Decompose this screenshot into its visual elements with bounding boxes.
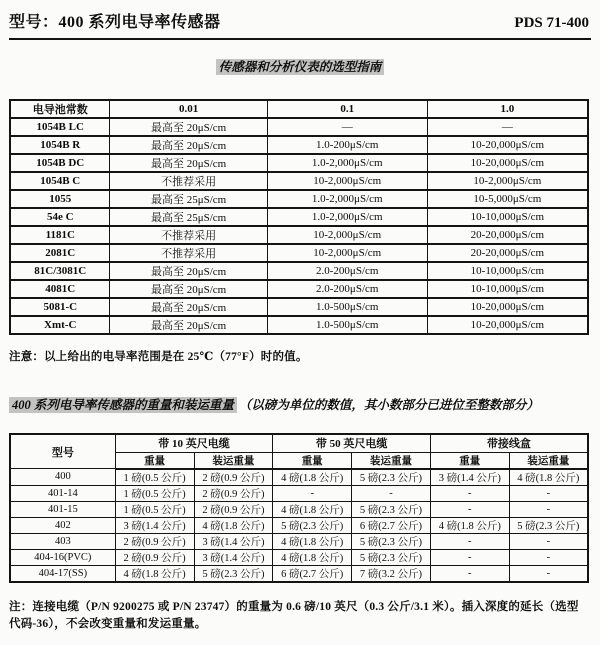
value-cell: —	[267, 118, 427, 136]
value-cell: 1 磅(0.5 公斤)	[115, 469, 194, 486]
value-cell: 7 磅(3.2 公斤)	[352, 565, 431, 582]
sub-header-shipping-weight: 装运重量	[194, 452, 273, 469]
value-cell: 最高至 20μS/cm	[110, 262, 267, 280]
value-cell: 4 磅(1.8 公斤)	[273, 501, 352, 517]
weights-table-body	[10, 469, 588, 582]
value-cell: -	[352, 485, 431, 501]
selection-table-header-row	[10, 100, 588, 118]
value-cell: -	[509, 485, 588, 501]
value-cell: 4 磅(1.8 公斤)	[194, 517, 273, 533]
table-row	[10, 469, 588, 486]
model-cell: 4081C	[10, 280, 110, 298]
model-cell: 54e C	[10, 208, 110, 226]
value-cell: 10-20,000μS/cm	[427, 298, 588, 316]
table-row	[10, 533, 588, 549]
value-cell: -	[430, 501, 509, 517]
value-cell: 不推荐采用	[110, 244, 267, 262]
model-cell: 403	[10, 533, 115, 549]
value-cell: 1.0-200μS/cm	[267, 136, 427, 154]
value-cell: 最高至 20μS/cm	[110, 118, 267, 136]
model-cell: 401-14	[10, 485, 115, 501]
table-row	[10, 154, 588, 172]
table-row	[10, 280, 588, 298]
value-cell: -	[509, 501, 588, 517]
value-cell: 4 磅(1.8 公斤)	[273, 469, 352, 486]
value-cell: 不推荐采用	[110, 226, 267, 244]
weights-table-group-header-row	[10, 434, 588, 452]
model-cell: 404-17(SS)	[10, 565, 115, 582]
value-cell: 10-10,000μS/cm	[427, 262, 588, 280]
table-row	[10, 316, 588, 334]
value-cell: 3 磅(1.4 公斤)	[430, 469, 509, 486]
section1-heading	[9, 57, 591, 76]
section1-heading-text: 传感器和分析仪表的选型指南	[216, 59, 385, 75]
column-header-cell-10: 1.0	[427, 100, 588, 118]
weights-table	[9, 433, 589, 583]
doc-number: PDS 71-400	[514, 15, 589, 31]
value-cell: 2 磅(0.9 公斤)	[194, 469, 273, 486]
table-row	[10, 485, 588, 501]
value-cell: 1.0-500μS/cm	[267, 298, 427, 316]
value-cell: 3 磅(1.4 公斤)	[194, 533, 273, 549]
value-cell: -	[509, 565, 588, 582]
temperature-note: 注意：以上给出的电导率范围是在 25℃（77°F）时的值。	[9, 351, 308, 363]
model-cell: 402	[10, 517, 115, 533]
value-cell: -	[509, 549, 588, 565]
value-cell: 10-5,000μS/cm	[427, 190, 588, 208]
table-row	[10, 517, 588, 533]
model-cell: 401-15	[10, 501, 115, 517]
value-cell: 10-2,000μS/cm	[267, 226, 427, 244]
column-header-cell-01: 0.1	[267, 100, 427, 118]
value-cell: 2 磅(0.9 公斤)	[194, 485, 273, 501]
value-cell: 2 磅(0.9 公斤)	[115, 533, 194, 549]
section2-heading-highlight: 400 系列电导率传感器的重量和装运重量	[9, 397, 237, 413]
value-cell: 10-20,000μS/cm	[427, 154, 588, 172]
value-cell: 4 磅(1.8 公斤)	[430, 517, 509, 533]
value-cell: 1.0-2,000μS/cm	[267, 190, 427, 208]
value-cell: -	[430, 485, 509, 501]
value-cell: 1 磅(0.5 公斤)	[115, 501, 194, 517]
selection-table-body	[10, 118, 588, 334]
table-row	[10, 262, 588, 280]
value-cell: 最高至 20μS/cm	[110, 298, 267, 316]
value-cell: 最高至 20μS/cm	[110, 280, 267, 298]
model-cell: 5081-C	[10, 298, 110, 316]
model-cell: 2081C	[10, 244, 110, 262]
value-cell: 最高至 20μS/cm	[110, 316, 267, 334]
table-row	[10, 136, 588, 154]
value-cell: 5 磅(2.3 公斤)	[273, 517, 352, 533]
value-cell: 2 磅(0.9 公斤)	[115, 549, 194, 565]
table-row	[10, 172, 588, 190]
value-cell: 6 磅(2.7 公斤)	[352, 517, 431, 533]
model-column-header: 型号	[10, 434, 115, 469]
table-row	[10, 226, 588, 244]
model-cell: 400	[10, 469, 115, 486]
value-cell: 2 磅(0.9 公斤)	[194, 501, 273, 517]
value-cell: 4 磅(1.8 公斤)	[273, 549, 352, 565]
model-cell: 1054B C	[10, 172, 110, 190]
value-cell: 5 磅(2.3 公斤)	[352, 501, 431, 517]
table-row	[10, 118, 588, 136]
value-cell: 10-2,000μS/cm	[267, 172, 427, 190]
value-cell: 5 磅(2.3 公斤)	[352, 469, 431, 486]
value-cell: 10-20,000μS/cm	[427, 136, 588, 154]
model-cell: 1055	[10, 190, 110, 208]
value-cell: 20-20,000μS/cm	[427, 226, 588, 244]
sub-header-weight: 重量	[430, 452, 509, 469]
column-header-cell-constant: 电导池常数	[10, 100, 110, 118]
value-cell: 10-2,000μS/cm	[267, 244, 427, 262]
table-row	[10, 501, 588, 517]
value-cell: -	[430, 533, 509, 549]
cable-weight-note: 注：连接电缆（P/N 9200275 或 P/N 23747）的重量为 0.6 磅/10 英尺（0.3 公斤/3.1 米）。插入深度的延长（选型代码-36），不会改变重量和发运重量。	[9, 600, 579, 630]
value-cell: 1 磅(0.5 公斤)	[115, 485, 194, 501]
doc-title: 型号：400 系列电导率传感器	[9, 14, 221, 31]
table-row	[10, 298, 588, 316]
value-cell: 6 磅(2.7 公斤)	[273, 565, 352, 582]
value-cell: 1.0-500μS/cm	[267, 316, 427, 334]
value-cell: 5 磅(2.3 公斤)	[352, 549, 431, 565]
value-cell: 4 磅(1.8 公斤)	[509, 469, 588, 486]
value-cell: 3 磅(1.4 公斤)	[194, 549, 273, 565]
value-cell: 不推荐采用	[110, 172, 267, 190]
value-cell: 10-20,000μS/cm	[427, 316, 588, 334]
section2-heading-parenthetical: （以磅为单位的数值，其小数部分已进位至整数部分）	[238, 398, 539, 412]
model-cell: 1054B R	[10, 136, 110, 154]
value-cell: 4 磅(1.8 公斤)	[273, 533, 352, 549]
value-cell: 1.0-2,000μS/cm	[267, 154, 427, 172]
value-cell: 5 磅(2.3 公斤)	[194, 565, 273, 582]
table-row	[10, 190, 588, 208]
sub-header-shipping-weight: 装运重量	[509, 452, 588, 469]
table-row	[10, 565, 588, 582]
value-cell: 5 磅(2.3 公斤)	[509, 517, 588, 533]
value-cell: —	[427, 118, 588, 136]
value-cell: 2.0-200μS/cm	[267, 262, 427, 280]
model-cell: 1054B LC	[10, 118, 110, 136]
group-header-50ft-cable: 带 50 英尺电缆	[273, 434, 431, 452]
value-cell: -	[273, 485, 352, 501]
column-header-cell-001: 0.01	[110, 100, 267, 118]
value-cell: 1.0-2,000μS/cm	[267, 208, 427, 226]
group-header-junction-box: 带接线盒	[430, 434, 588, 452]
value-cell: 最高至 25μS/cm	[110, 190, 267, 208]
sub-header-weight: 重量	[115, 452, 194, 469]
section2-heading	[9, 395, 591, 413]
sub-header-shipping-weight: 装运重量	[352, 452, 431, 469]
table-row	[10, 244, 588, 262]
value-cell: 3 磅(1.4 公斤)	[115, 517, 194, 533]
table-row	[10, 208, 588, 226]
model-cell: 1054B DC	[10, 154, 110, 172]
value-cell: -	[509, 533, 588, 549]
value-cell: -	[430, 549, 509, 565]
value-cell: 4 磅(1.8 公斤)	[115, 565, 194, 582]
table-row	[10, 549, 588, 565]
value-cell: 2.0-200μS/cm	[267, 280, 427, 298]
title-bar	[9, 9, 591, 32]
value-cell: -	[430, 565, 509, 582]
value-cell: 最高至 20μS/cm	[110, 136, 267, 154]
selection-guide-table	[9, 99, 589, 335]
value-cell: 20-20,000μS/cm	[427, 244, 588, 262]
value-cell: 最高至 20μS/cm	[110, 154, 267, 172]
value-cell: 10-10,000μS/cm	[427, 208, 588, 226]
value-cell: 10-10,000μS/cm	[427, 280, 588, 298]
title-rule	[9, 38, 591, 40]
model-cell: Xmt-C	[10, 316, 110, 334]
sub-header-weight: 重量	[273, 452, 352, 469]
value-cell: 10-2,000μS/cm	[427, 172, 588, 190]
model-cell: 404-16(PVC)	[10, 549, 115, 565]
model-cell: 81C/3081C	[10, 262, 110, 280]
value-cell: 5 磅(2.3 公斤)	[352, 533, 431, 549]
model-cell: 1181C	[10, 226, 110, 244]
value-cell: 最高至 25μS/cm	[110, 208, 267, 226]
group-header-10ft-cable: 带 10 英尺电缆	[115, 434, 273, 452]
